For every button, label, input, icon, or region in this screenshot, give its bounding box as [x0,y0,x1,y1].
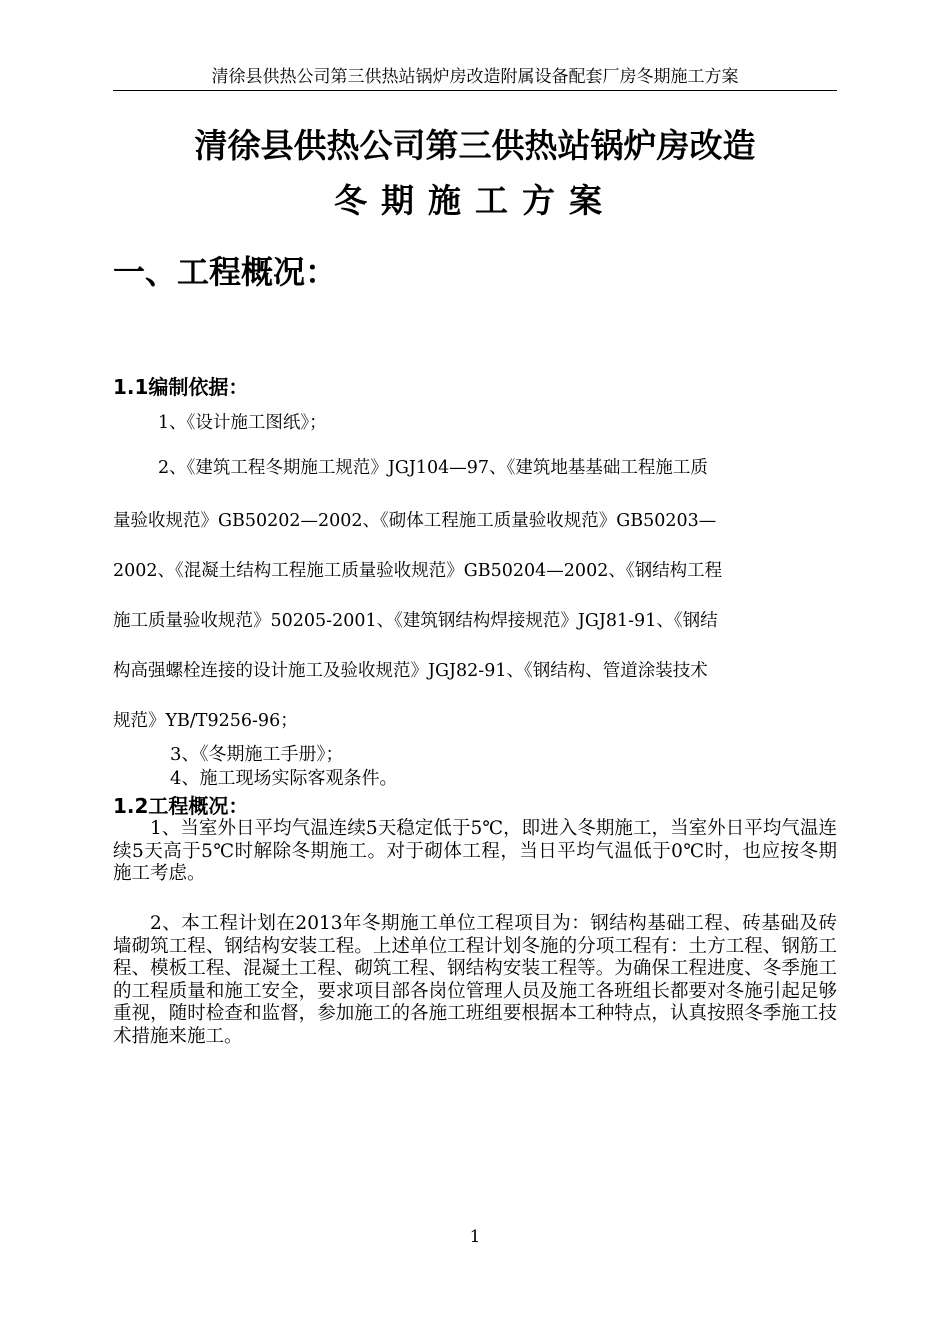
subsection-heading-overview: 1.2工程概况： [113,794,249,818]
basis-item-2-line-2: 量验收规范》GB50202—2002、《砌体工程施工质量验收规范》GB50203— [113,511,717,531]
overview-paragraph-2: 2、本工程计划在2013年冬期施工单位工程项目为：钢结构基础工程、砖基础及砖墙砌筑工程、钢结构安装工程。上述单位工程计划冬施的分项工程有：土方工程、钢筋工程、模板工程、混凝土工程、砌筑工程、钢结构安装工程等。为确保工程进度、冬季施工的工程质量和施工安全，要求项目部各岗位管理人员及施工各班组长都要对冬施引起足够重视，随时检查和监督，参加施工的各施工班组要根据本工种特点，认真按照冬季施工技术措施来施工。 [113,913,837,1047]
subsection-heading-basis: 1.1编制依据： [113,375,249,399]
page-number: 1 [469,1227,481,1247]
header-rule [113,90,837,91]
document-title-line-2: 冬期施工方案 [334,181,616,220]
section-heading-project-overview: 一、工程概况： [113,253,338,291]
basis-item-2-line-3: 2002、《混凝土结构工程施工质量验收规范》GB50204—2002、《钢结构工程 [113,561,723,581]
basis-item-1: 1、《设计施工图纸》； [158,413,327,433]
running-header: 清徐县供热公司第三供热站锅炉房改造附属设备配套厂房冬期施工方案 [211,67,739,87]
basis-item-3: 3、《冬期施工手册》； [170,744,344,765]
basis-item-2-line-6: 规范》YB/T9256-96； [113,711,298,731]
overview-paragraph-1: 1、当室外日平均气温连续5天稳定低于5℃，即进入冬期施工，当室外日平均气温连续5天高于5℃时解除冬期施工。对于砌体工程，当日平均气温低于0℃时，也应按冬期施工考虑。 [113,818,837,884]
basis-item-2-line-4: 施工质量验收规范》50205-2001、《建筑钢结构焊接规范》JGJ81-91、《钢结 [113,611,718,631]
basis-item-2-line-1: 2、《建筑工程冬期施工规范》JGJ104—97、《建筑地基基础工程施工质 [158,458,708,478]
basis-item-2-line-5: 构高强螺栓连接的设计施工及验收规范》JGJ82-91、《钢结构、管道涂装技术 [113,661,708,681]
basis-item-4: 4、施工现场实际客观条件。 [170,768,398,789]
document-title-line-1: 清徐县供热公司第三供热站锅炉房改造 [194,126,756,165]
